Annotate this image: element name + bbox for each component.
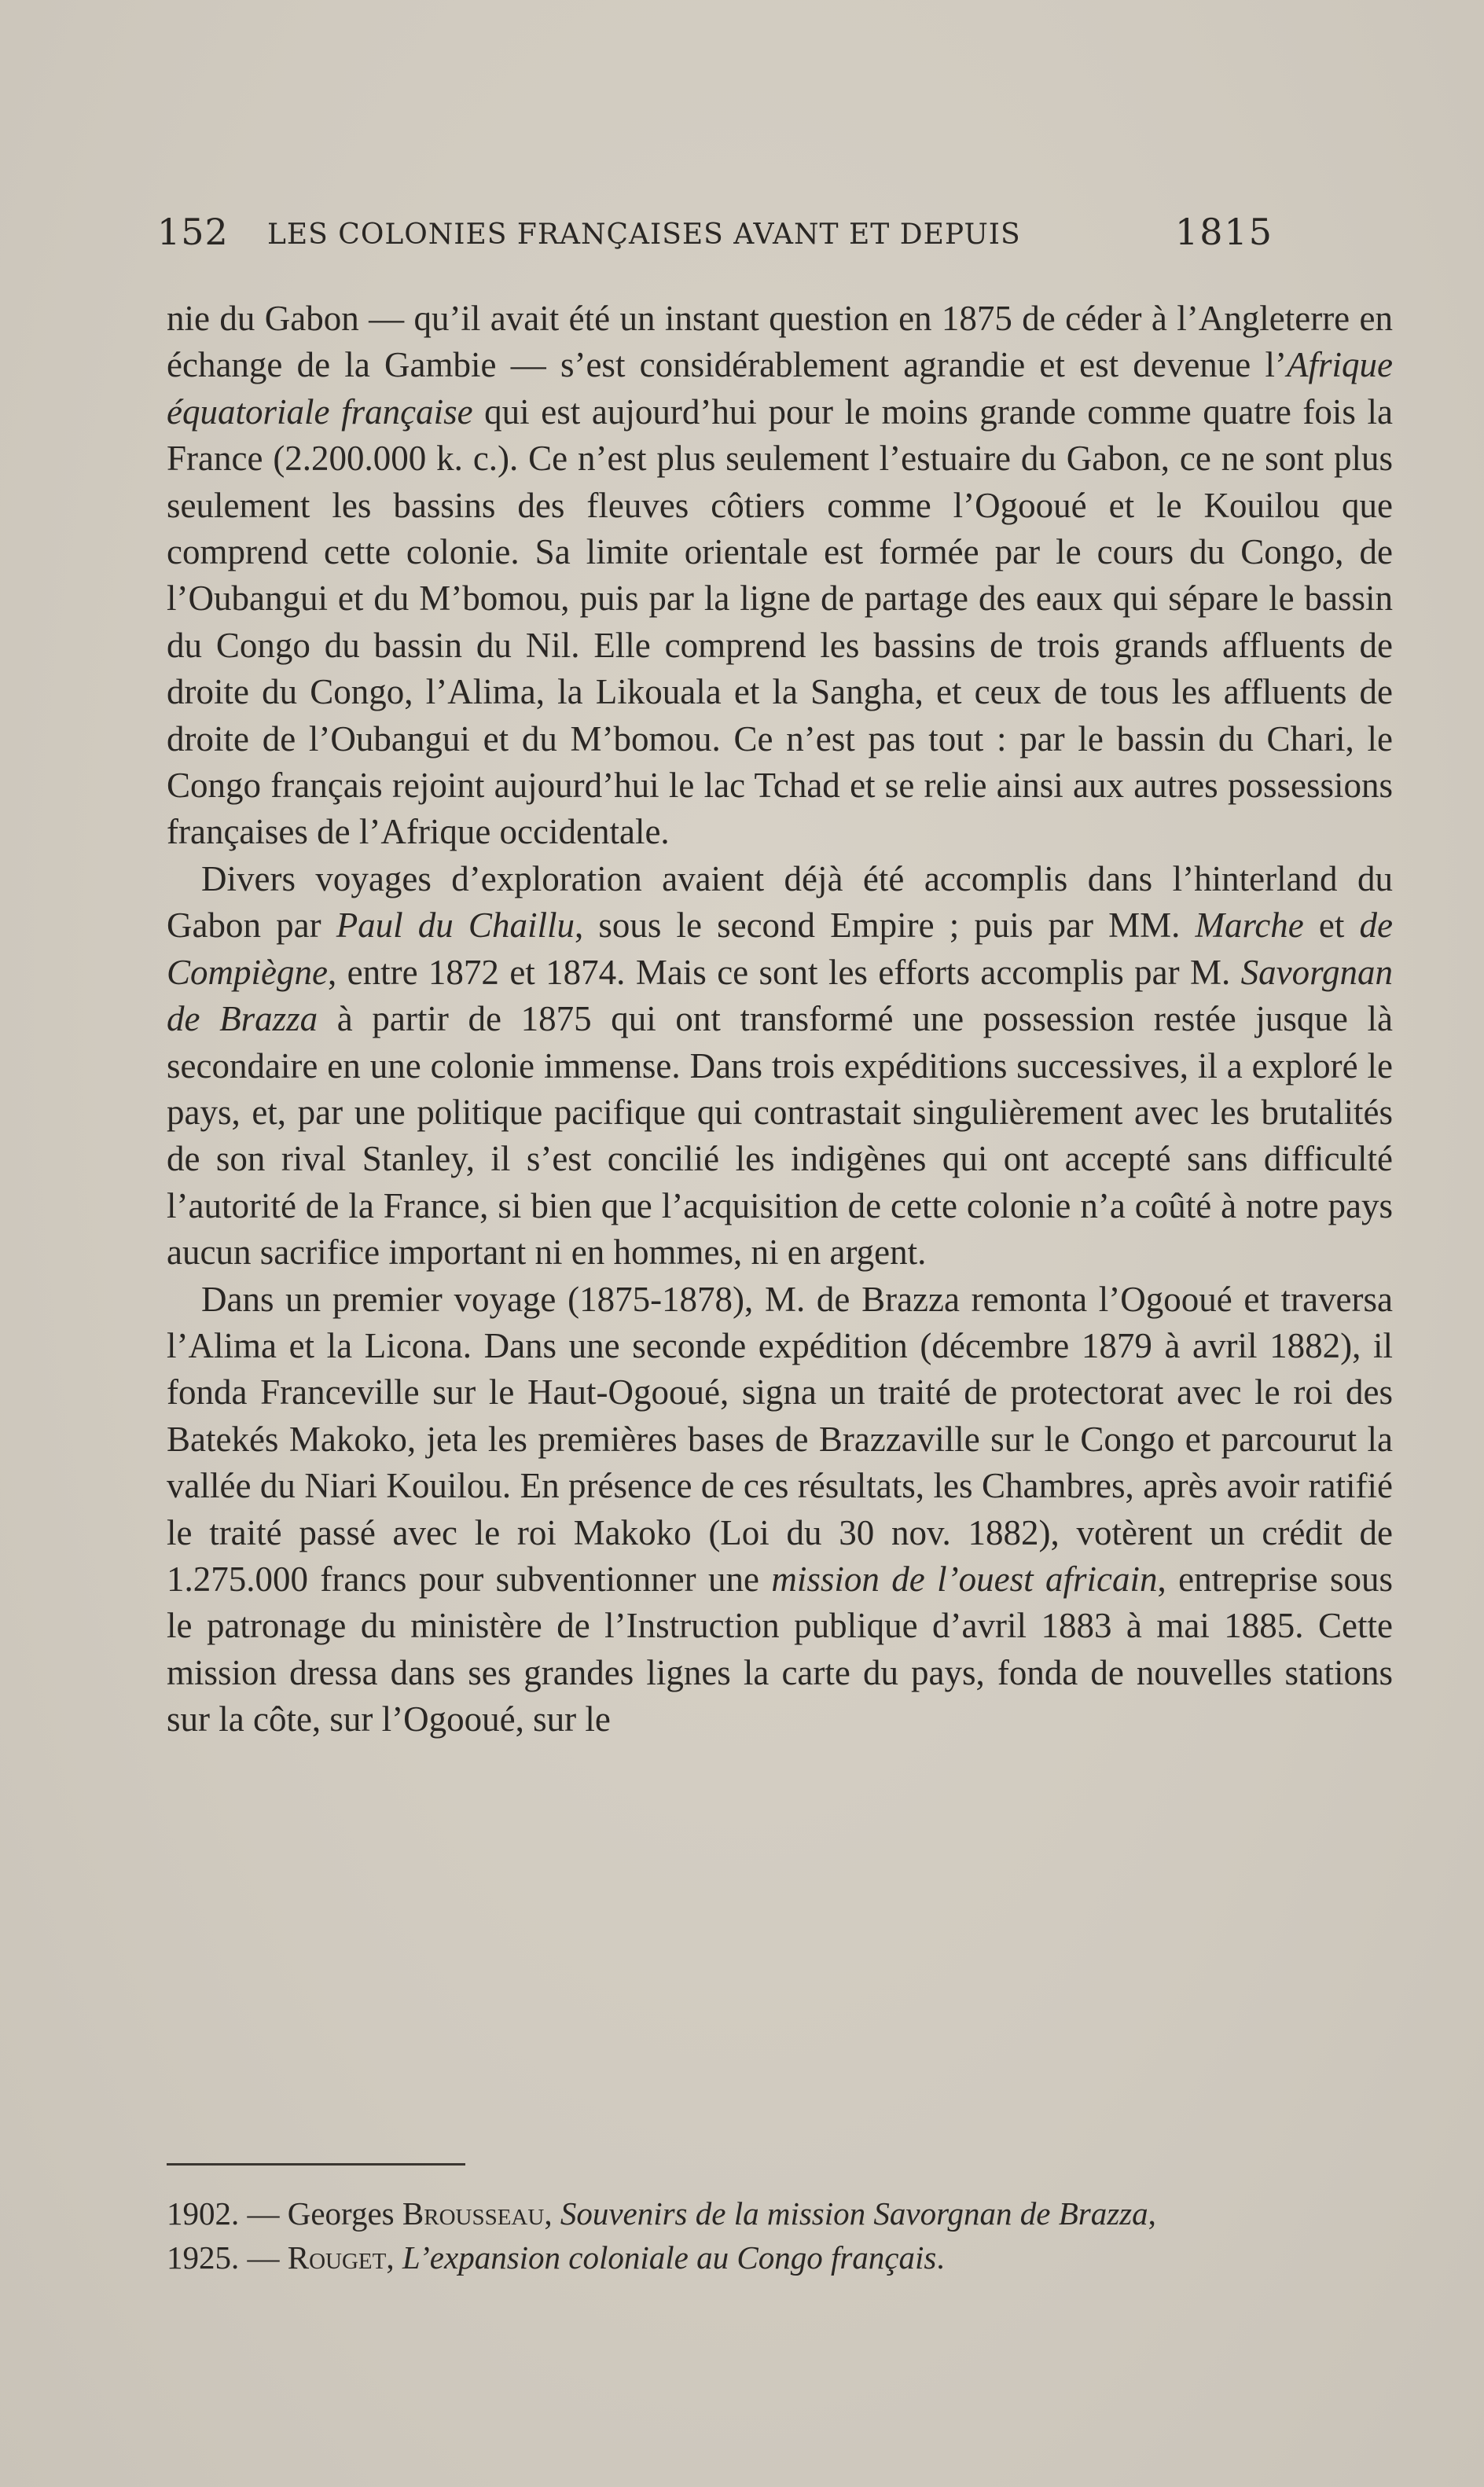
footnote-title: L’expansion coloniale au Congo français xyxy=(402,2239,937,2276)
running-header xyxy=(157,211,1281,266)
footnote-separator-rule xyxy=(167,2163,465,2166)
paragraph-text: et xyxy=(1303,906,1360,946)
italic-text: mission de l’ouest africain xyxy=(771,1559,1158,1599)
italic-text: Paul du Chaillu xyxy=(336,906,575,946)
footnote-separator: , xyxy=(386,2239,402,2276)
paragraph xyxy=(167,1277,1393,1743)
paragraph-text: qui est aujourd’hui pour le moins grande comme quatre fois la France (2.200.000 k. c.). Ce n’est plus seulement l’estuaire du Gabon, ce ne sont plus seulement les bassins des fleuves côtiers comme l’Ogooué et le Kouilou que comprend cette colonie. Sa limite orientale est formée par le cours du Congo, de l’Oubangui et du M’bomou, puis par la ligne de partage des eaux qui sépare le bassin du Congo du bassin du Nil. Elle comprend les bassins de trois grands affluents de droite du Congo, l’Alima, la Likouala et la Sangha, et ceux de tous les affluents de droite de l’Oubangui et du M’bomou. Ce n’est pas tout : par le bassin du Chari, le Congo français rejoint aujourd’hui le lac Tchad et se relie ainsi aux autres possessions françaises de l’Afrique occidentale. xyxy=(167,391,1393,852)
footnote-dash: — xyxy=(239,2195,288,2232)
paragraph-text: Dans un premier voyage (1875-1878), M. de Brazza remonta l’Ogooué et traversa l’Alima et la Licona. Dans une seconde expédition (décembre 1879 à avril 1882), il fonda Franceville sur le Haut-Ogooué, signa un traité de protectorat avec le roi des Batekés Makoko, jeta les premières bases de Brazzaville sur le Congo et parcourut la vallée du Niari Kouilou. En présence de ces résultats, les Chambres, après avoir ratifié le traité passé avec le roi Makoko (Loi du 30 nov. 1882), votèrent un crédit de 1.275.000 francs pour subventionner une xyxy=(167,1279,1393,1599)
running-title: LES COLONIES FRANÇAISES AVANT ET DEPUIS xyxy=(267,219,1021,251)
running-title-year: 1815 xyxy=(1175,211,1274,253)
footnote-author-surname: Brousseau xyxy=(402,2195,545,2232)
footnote-entry xyxy=(167,2235,1393,2279)
footnote-end: , xyxy=(1148,2195,1156,2232)
paragraph xyxy=(167,856,1393,1277)
paragraph-text: à partir de 1875 qui ont transformé une possession restée jusque là secondaire en une colonie immense. Dans trois expéditions successives, il a exploré le pays, et, par une politique pacifique qui contrastait singulièrement avec les brutalités de son rival Stanley, il s’est concilié les indigènes qui ont accepté sans difficulté l’autorité de la France, si bien que l’acquisition de cette colonie n’a coûté à notre pays aucun sacrifice important ni en hommes, ni en argent. xyxy=(167,999,1393,1273)
footnote-separator: , xyxy=(544,2195,560,2232)
footnote-entry xyxy=(167,2191,1393,2235)
footnote-author-surname: Rouget xyxy=(287,2239,387,2276)
footnote-end: . xyxy=(936,2239,945,2276)
footnote-year: 1902. xyxy=(167,2195,240,2232)
italic-text: Afrique équatoriale française xyxy=(167,345,1393,432)
paragraph-text: , entreprise sous le patronage du ministère de l’Instruction publique d’avril 1883 à mai 1885. Cette mission dressa dans ses grandes lignes la carte du pays, fonda de nouvelles stations sur la côte, sur l’Ogooué, sur le xyxy=(167,1559,1393,1739)
footnote-dash: — xyxy=(239,2239,288,2276)
italic-text: Marche xyxy=(1195,906,1304,946)
italic-text: Savorgnan de Brazza xyxy=(167,952,1393,1039)
footnotes xyxy=(167,2191,1393,2279)
paragraph-text: Divers voyages d’exploration avaient déjà été accomplis dans l’hinterland du Gabon par xyxy=(167,858,1393,946)
page-number: 152 xyxy=(157,211,229,253)
paragraph-text: , sous le second Empire ; puis par MM. xyxy=(574,906,1196,946)
paragraph-text: nie du Gabon — qu’il avait été un instant question en 1875 de céder à l’Angleterre en échange de la Gambie — s’est considérablement agrandie et est devenue l’ xyxy=(167,299,1393,385)
italic-text: de Compiègne xyxy=(167,906,1393,992)
footnote-year: 1925. xyxy=(167,2239,240,2276)
paragraph xyxy=(167,296,1393,856)
paragraph-text: , entre 1872 et 1874. Mais ce sont les efforts accomplis par M. xyxy=(327,952,1241,992)
footnote-title: Souvenirs de la mission Savorgnan de Brazza xyxy=(560,2195,1148,2232)
footnote-author-first-name: Georges xyxy=(287,2195,402,2232)
body-text xyxy=(167,296,1393,1743)
